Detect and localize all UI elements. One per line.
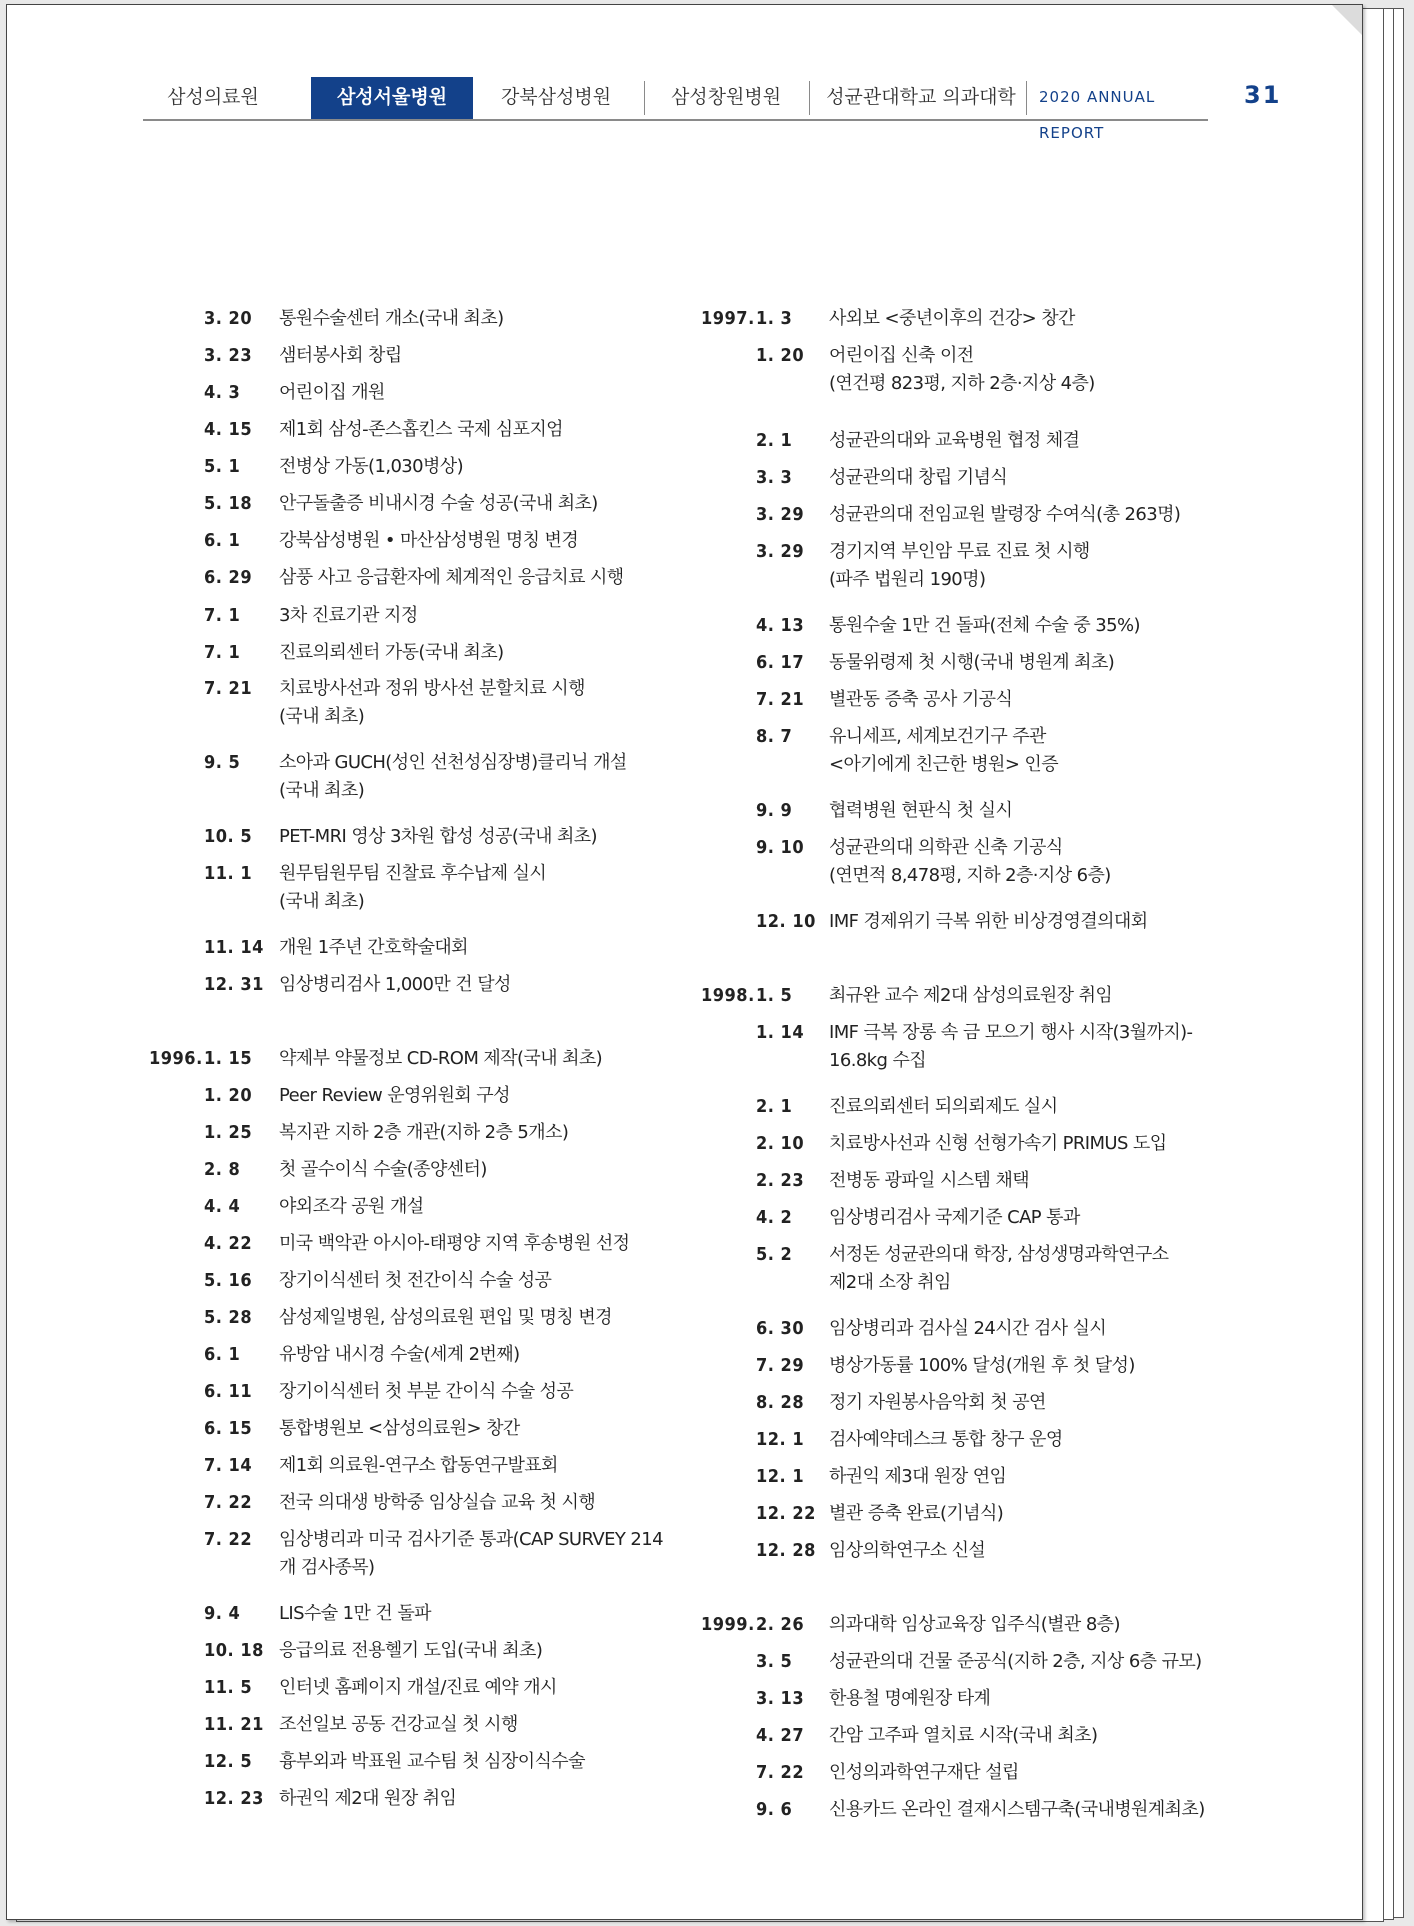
entry-year: 1996. <box>149 1048 203 1069</box>
entry-date: 6. 11 <box>204 1381 253 1402</box>
entry-date: 4. 22 <box>204 1233 253 1254</box>
entry-description <box>829 1315 1106 1343</box>
entry-description <box>279 1415 520 1443</box>
entry-text-line: 흉부외과 박표원 교수팀 첫 심장이식수술 <box>279 1751 585 1772</box>
entry-description <box>279 1489 595 1517</box>
entry-description <box>829 1463 1006 1491</box>
entry-text-line: 진료의뢰센터 되의뢰제도 실시 <box>829 1096 1058 1117</box>
entry-text-line: 전국 의대생 방학중 임상실습 교육 첫 시행 <box>279 1492 596 1513</box>
entry-description <box>279 527 578 555</box>
entry-date: 1. 25 <box>204 1122 253 1143</box>
entry-date: 1. 20 <box>204 1085 253 1106</box>
entry-description <box>829 1611 1120 1639</box>
entry-description <box>279 490 598 518</box>
entry-text-line: 개원 1주년 간호학술대회 <box>279 937 468 958</box>
entry-description <box>279 934 468 962</box>
entry-description <box>829 1167 1029 1195</box>
entry-description <box>829 1241 1168 1297</box>
entry-date: 7. 14 <box>204 1455 253 1476</box>
tab-divider <box>1026 81 1027 115</box>
entry-text-line: LIS수술 1만 건 돌파 <box>279 1603 431 1624</box>
entry-description <box>279 1156 487 1184</box>
entry-text-line: 장기이식센터 첫 전간이식 수술 성공 <box>279 1270 552 1291</box>
entry-description <box>279 1452 558 1480</box>
entry-description <box>279 1045 602 1073</box>
entry-description <box>829 797 1012 825</box>
entry-text-line: 조선일보 공동 건강교실 첫 시행 <box>279 1714 518 1735</box>
entry-date: 2. 23 <box>756 1170 805 1191</box>
entry-date: 9. 4 <box>204 1603 241 1624</box>
entry-description <box>279 305 504 333</box>
entry-description <box>829 649 1114 677</box>
entry-date: 2. 1 <box>756 1096 793 1117</box>
entry-text-line: 통원수술 1만 건 돌파(전체 수술 중 35%) <box>829 615 1140 636</box>
entry-date: 6. 30 <box>756 1318 805 1339</box>
entry-text-line: 한용철 명예원장 타계 <box>829 1688 991 1709</box>
entry-description <box>279 1711 518 1739</box>
entry-date: 4. 27 <box>756 1725 805 1746</box>
entry-text-line: 전병상 가동(1,030병상) <box>279 456 464 477</box>
entry-date: 9. 10 <box>756 837 805 858</box>
entry-description <box>829 305 1075 333</box>
entry-date: 3. 29 <box>756 541 805 562</box>
entry-description <box>829 1204 1080 1232</box>
entry-year: 1997. <box>701 308 755 329</box>
entry-text-line: 간암 고주파 열치료 시작(국내 최초) <box>829 1725 1098 1746</box>
entry-description <box>279 453 463 481</box>
entry-date: 1. 14 <box>756 1022 805 1043</box>
entry-text-line: 치료방사선과 정위 방사선 분할치료 시행 <box>279 678 585 699</box>
entry-description <box>279 749 627 805</box>
tab-samsung-seoul-hospital[interactable]: 삼성서울병원 <box>311 77 473 119</box>
entry-date: 4. 15 <box>204 419 253 440</box>
entry-description <box>279 379 385 407</box>
entry-description <box>279 342 402 370</box>
entry-description <box>279 1600 431 1628</box>
entry-description <box>829 723 1058 779</box>
entry-text-line: 강북삼성병원 • 마산삼성병원 명칭 변경 <box>279 530 579 551</box>
entry-date: 6. 15 <box>204 1418 253 1439</box>
entry-text-line: 복지관 지하 2층 개관(지하 2층 5개소) <box>279 1122 569 1143</box>
entry-description <box>829 501 1180 529</box>
entry-date: 4. 2 <box>756 1207 793 1228</box>
entry-text-line: (연건평 823평, 지하 2층·지상 4층) <box>829 373 1095 394</box>
entry-text-line: 검사예약데스크 통합 창구 운영 <box>829 1429 1063 1450</box>
entry-date: 3. 3 <box>756 467 793 488</box>
entry-text-line: 사외보 <중년이후의 건강> 창간 <box>829 308 1075 329</box>
entry-description <box>279 639 504 667</box>
entry-date: 3. 29 <box>756 504 805 525</box>
entry-date: 3. 23 <box>204 345 253 366</box>
entry-description <box>829 1019 1192 1075</box>
entry-text-line: 안구돌출증 비내시경 수술 성공(국내 최초) <box>279 493 598 514</box>
entry-text-line: 별관동 증축 공사 기공식 <box>829 689 1013 710</box>
document-page <box>6 4 1363 1920</box>
entry-date: 12. 23 <box>204 1788 264 1809</box>
entry-description <box>279 860 546 916</box>
entry-text-line: 진료의뢰센터 가동(국내 최초) <box>279 642 504 663</box>
entry-date: 5. 18 <box>204 493 253 514</box>
entry-text-line: 유방암 내시경 수술(세계 2번째) <box>279 1344 520 1365</box>
entry-date: 12. 1 <box>756 1466 805 1487</box>
entry-date: 12. 5 <box>204 1751 253 1772</box>
entry-description <box>279 1304 612 1332</box>
page-number: 31 <box>1244 81 1282 109</box>
entry-description <box>829 1093 1058 1121</box>
entry-text-line: 통원수술센터 개소(국내 최초) <box>279 308 504 329</box>
entry-text-line: 인성의과학연구재단 설립 <box>829 1762 1019 1783</box>
entry-text-line: 장기이식센터 첫 부분 간이식 수술 성공 <box>279 1381 574 1402</box>
entry-date: 2. 26 <box>756 1614 805 1635</box>
entry-description <box>829 834 1111 890</box>
entry-date: 1. 5 <box>756 985 793 1006</box>
entry-text-line: 임상병리검사 국제기준 CAP 통과 <box>829 1207 1080 1228</box>
entry-date: 1. 15 <box>204 1048 253 1069</box>
entry-text-line: 3차 진료기관 지정 <box>279 605 418 626</box>
entry-text-line: (국내 최초) <box>279 706 365 727</box>
report-title: 2020 ANNUAL REPORT <box>1039 88 1156 142</box>
entry-text-line: 약제부 약물정보 CD-ROM 제작(국내 최초) <box>279 1048 603 1069</box>
entry-description <box>279 823 597 851</box>
entry-date: 6. 1 <box>204 530 241 551</box>
entry-date: 10. 18 <box>204 1640 264 1661</box>
entry-date: 5. 2 <box>756 1244 793 1265</box>
entry-text-line: (국내 최초) <box>279 780 365 801</box>
entry-description <box>829 1500 1003 1528</box>
entry-text-line: 제1회 삼성-존스홉킨스 국제 심포지엄 <box>279 419 563 440</box>
entry-date: 9. 5 <box>204 752 241 773</box>
entry-text-line: 별관 증축 완료(기념식) <box>829 1503 1004 1524</box>
entry-description <box>279 675 585 731</box>
entry-date: 6. 29 <box>204 567 253 588</box>
entry-description <box>829 464 1007 492</box>
entry-date: 9. 9 <box>756 800 793 821</box>
entry-text-line: 동물위령제 첫 시행(국내 병원계 최초) <box>829 652 1115 673</box>
entry-description <box>829 1537 985 1565</box>
entry-text-line: 하권익 제3대 원장 연임 <box>829 1466 1007 1487</box>
entry-date: 6. 17 <box>756 652 805 673</box>
entry-description <box>279 1119 568 1147</box>
entry-text-line: 성균관의대와 교육병원 협정 체결 <box>829 430 1080 451</box>
entry-date: 4. 3 <box>204 382 241 403</box>
entry-date: 3. 5 <box>756 1651 793 1672</box>
entry-date: 7. 21 <box>756 689 805 710</box>
entry-text-line: 성균관의대 전임교원 발령장 수여식(총 263명) <box>829 504 1181 525</box>
entry-text-line: 병상가동률 100% 달성(개원 후 첫 달성) <box>829 1355 1135 1376</box>
entry-date: 6. 1 <box>204 1344 241 1365</box>
entry-description <box>279 564 624 592</box>
entry-text-line: 임상의학연구소 신설 <box>829 1540 986 1561</box>
tab-samsung-medical-center[interactable]: 삼성의료원 <box>167 86 259 108</box>
entry-text-line: 응급의료 전용헬기 도입(국내 최초) <box>279 1640 543 1661</box>
tab-skku-medicine[interactable]: 성균관대학교 의과대학 <box>826 86 1016 108</box>
entry-text-line: 성균관의대 창립 기념식 <box>829 467 1008 488</box>
entry-text-line: 신용카드 온라인 결재시스템구축(국내병원계최초) <box>829 1799 1205 1820</box>
entry-description <box>279 1230 629 1258</box>
entry-text-line: IMF 극복 장롱 속 금 모으기 행사 시작(3월까지)- <box>829 1022 1193 1043</box>
entry-text-line: 삼풍 사고 응급환자에 체계적인 응급치료 시행 <box>279 567 624 588</box>
entry-date: 12. 10 <box>756 911 816 932</box>
entry-text-line: 제1회 의료원-연구소 합동연구발표회 <box>279 1455 558 1476</box>
entry-date: 7. 21 <box>204 678 253 699</box>
entry-date: 3. 20 <box>204 308 253 329</box>
entry-description <box>829 612 1140 640</box>
entry-text-line: IMF 경제위기 극복 위한 비상경영결의대회 <box>829 911 1148 932</box>
entry-text-line: 전병동 광파일 시스템 채택 <box>829 1170 1030 1191</box>
entry-text-line: (국내 최초) <box>279 891 365 912</box>
entry-date: 5. 1 <box>204 456 241 477</box>
entry-description <box>829 427 1079 455</box>
entry-date: 4. 13 <box>756 615 805 636</box>
entry-text-line: 어린이집 개원 <box>279 382 385 403</box>
entry-description <box>279 416 563 444</box>
entry-text-line: 임상병리과 검사실 24시간 검사 실시 <box>829 1318 1107 1339</box>
entry-description <box>279 1082 510 1110</box>
entry-description <box>279 1637 542 1665</box>
entry-description <box>279 1341 520 1369</box>
entry-date: 7. 1 <box>204 642 241 663</box>
entry-date: 8. 7 <box>756 726 793 747</box>
entry-text-line: <아기에게 친근한 병원> 인증 <box>829 754 1058 775</box>
entry-text-line: 성균관의대 건물 준공식(지하 2층, 지상 6층 규모) <box>829 1651 1202 1672</box>
entry-year: 1999. <box>701 1614 755 1635</box>
entry-date: 12. 22 <box>756 1503 816 1524</box>
entry-text-line: 통합병원보 <삼성의료원> 창간 <box>279 1418 520 1439</box>
entry-date: 10. 5 <box>204 826 253 847</box>
entry-date: 12. 31 <box>204 974 264 995</box>
entry-description <box>829 1648 1202 1676</box>
entry-text-line: 어린이집 신축 이전 <box>829 345 974 366</box>
entry-text-line: 제2대 소장 취임 <box>829 1272 951 1293</box>
entry-text-line: 첫 골수이식 수술(종양센터) <box>279 1159 487 1180</box>
entry-text-line: 샘터봉사회 창립 <box>279 345 402 366</box>
entry-date: 5. 16 <box>204 1270 253 1291</box>
entry-text-line: 임상병리검사 1,000만 건 달성 <box>279 974 511 995</box>
entry-text-line: 유니세프, 세계보건기구 주관 <box>829 726 1046 747</box>
entry-date: 9. 6 <box>756 1799 793 1820</box>
entry-description <box>279 1748 585 1776</box>
entry-date: 7. 1 <box>204 605 241 626</box>
entry-text-line: 정기 자원봉사음악회 첫 공연 <box>829 1392 1046 1413</box>
entry-description <box>279 1267 551 1295</box>
entry-description <box>829 1685 990 1713</box>
entry-description <box>829 1389 1046 1417</box>
entry-date: 5. 28 <box>204 1307 253 1328</box>
entry-description <box>829 686 1012 714</box>
entry-date: 7. 22 <box>204 1492 253 1513</box>
entry-date: 3. 13 <box>756 1688 805 1709</box>
entry-description <box>279 1785 456 1813</box>
entry-description <box>829 1426 1063 1454</box>
entry-date: 4. 4 <box>204 1196 241 1217</box>
tab-kangbuk-samsung-hospital[interactable]: 강북삼성병원 <box>500 86 612 108</box>
tab-samsung-changwon-hospital[interactable]: 삼성창원병원 <box>670 86 782 108</box>
entry-date: 7. 22 <box>756 1762 805 1783</box>
entry-text-line: 성균관의대 의학관 신축 기공식 <box>829 837 1063 858</box>
entry-description <box>279 971 511 999</box>
entry-text-line: 삼성제일병원, 삼성의료원 편입 및 명칭 변경 <box>279 1307 612 1328</box>
entry-description <box>829 342 1095 398</box>
entry-description <box>279 1378 573 1406</box>
entry-text-line: 경기지역 부인암 무료 진료 첫 시행 <box>829 541 1090 562</box>
entry-text-line: 인터넷 홈페이지 개설/진료 예약 개시 <box>279 1677 557 1698</box>
entry-date: 7. 29 <box>756 1355 805 1376</box>
entry-text-line: 소아과 GUCH(성인 선천성심장병)클리닉 개설 <box>279 752 627 773</box>
entry-date: 12. 28 <box>756 1540 816 1561</box>
entry-date: 1. 3 <box>756 308 793 329</box>
entry-description <box>829 982 1112 1010</box>
entry-text-line: Peer Review 운영위원회 구성 <box>279 1085 510 1106</box>
entry-date: 7. 22 <box>204 1529 253 1550</box>
entry-year: 1998. <box>701 985 755 1006</box>
entry-text-line: 치료방사선과 신형 선형가속기 PRIMUS 도입 <box>829 1133 1167 1154</box>
entry-text-line: 임상병리과 미국 검사기준 통과(CAP SURVEY 214 <box>279 1529 663 1550</box>
entry-text-line: 야외조각 공원 개설 <box>279 1196 424 1217</box>
entry-text-line: PET-MRI 영상 3차원 합성 성공(국내 최초) <box>279 826 597 847</box>
entry-date: 11. 1 <box>204 863 253 884</box>
entry-description <box>279 1674 557 1702</box>
entry-date: 2. 10 <box>756 1133 805 1154</box>
entry-date: 1. 20 <box>756 345 805 366</box>
entry-text-line: 협력병원 현판식 첫 실시 <box>829 800 1013 821</box>
entry-description <box>279 1193 424 1221</box>
entry-text-line: (연면적 8,478평, 지하 2층·지상 6층) <box>829 865 1111 886</box>
entry-date: 8. 28 <box>756 1392 805 1413</box>
entry-date: 11. 21 <box>204 1714 264 1735</box>
entry-description <box>829 908 1148 936</box>
entry-text-line: 하권익 제2대 원장 취임 <box>279 1788 457 1809</box>
entry-date: 11. 14 <box>204 937 264 958</box>
page-header <box>143 69 1208 142</box>
entry-description <box>829 538 1090 594</box>
entry-text-line: 원무팀원무팀 진찰료 후수납제 실시 <box>279 863 547 884</box>
entry-description <box>279 1526 663 1582</box>
entry-date: 12. 1 <box>756 1429 805 1450</box>
entry-text-line: 미국 백악관 아시아-태평양 지역 후송병원 선정 <box>279 1233 630 1254</box>
entry-description <box>829 1130 1167 1158</box>
entry-text-line: 서정돈 성균관의대 학장, 삼성생명과학연구소 <box>829 1244 1169 1265</box>
entry-description <box>829 1352 1135 1380</box>
entry-description <box>829 1759 1019 1787</box>
entry-text-line: (파주 법원리 190명) <box>829 569 986 590</box>
entry-text-line: 최규완 교수 제2대 삼성의료원장 취임 <box>829 985 1113 1006</box>
entry-text-line: 16.8kg 수집 <box>829 1050 927 1071</box>
entry-text-line: 개 검사종목) <box>279 1557 375 1578</box>
entry-description <box>829 1722 1097 1750</box>
entry-date: 2. 8 <box>204 1159 241 1180</box>
entry-description <box>829 1796 1205 1824</box>
entry-date: 11. 5 <box>204 1677 253 1698</box>
entry-date: 2. 1 <box>756 430 793 451</box>
entry-text-line: 의과대학 임상교육장 입주식(별관 8층) <box>829 1614 1120 1635</box>
entry-description <box>279 602 418 630</box>
